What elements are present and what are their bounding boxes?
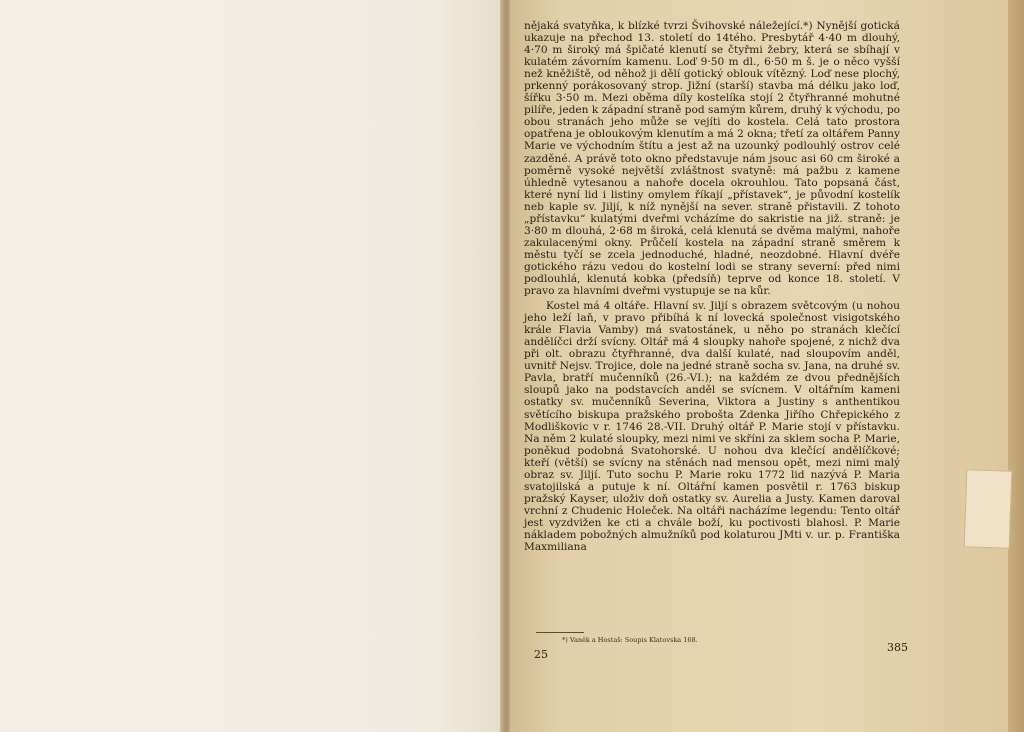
footnote-rule xyxy=(536,632,584,633)
paper-tab xyxy=(964,469,1013,549)
signature-number: 25 xyxy=(534,648,548,661)
footnote: *) Vaněk a Hostaš: Soupis Klatovska 168. xyxy=(562,636,698,644)
page-number: 385 xyxy=(887,641,908,654)
body-text xyxy=(524,20,900,553)
left-page-blank xyxy=(0,0,505,732)
paragraph-2: Kostel má 4 oltáře. Hlavní sv. Jiljí s obrazem světcovým (u nohou jeho leží laň, v pravo přibíhá k ní lovecká společnost visigotského krále Flavia Vamby) má svatostánek, u něho po stranách klečící andělíčci drží svícny. Oltář má 4 sloupky nahoře spojené, z nichž dva při olt. obrazu čtyřhranné, dva další kulaté, nad sloupovím anděl, uvnitř Nejsv. Trojice, dole na jedné straně socha sv. Jana, na druhé sv. Pavla, bratří mučenníků (26.-VI.); na každém ze dvou přednějších sloupů jako na podstavcích anděl se svícnem. V oltářním kameni ostatky sv. mučenníků Severina, Viktora a Justiny s anthentikou světícího biskupa pražského proboštа Zdenka Jiřího Chřepického z Modliškovic v r. 1746 28.-VII. Druhý oltář P. Marie stojí v přístavku. Na něm 2 kulaté sloupky, mezi nimi ve skříni za sklem socha P. Marie, poněkud podobná Svatohorské. U nohou dva klečící andělíčkové; kteří (větší) se svícny na stěnách nad mensou opět, mezi nimi malý obraz sv. Jiljí. Tuto sochu P. Marie roku 1772 lid nazývá P. Maria svatojilská a putuje k ní. Oltářní kamen posvětil r. 1763 biskup pražský Kayser, uloživ doň ostatky sv. Aurelia a Justy. Kamen daroval vrchní z Chudenic Holeček. Na oltáři nacházíme legendu: Tento oltář jest vyzdvižen ke cti a chvále boží, ku poctivosti blahosl. P. Marie nákladem pobožných almužníků pod kolaturou JMti v. ur. p. Františka Maxmiliana xyxy=(524,300,900,554)
page-edge xyxy=(1008,0,1024,732)
paragraph-1: nějaká svatyňka, k blízké tvrzi Švihovské náležející.*) Nynější gotická ukazuje na přechod 13. století do 14tého. Presbytář 4·40 m dlouhý, 4·70 m široký má špičaté klenutí se čtyřmi žebry, která se sbíhají v kulatém závorním kamenu. Loď 9·50 m dl., 6·50 m š. je o něco vyšší než kněžiště, od něhož ji dělí gotický oblouk vítězný. Loď nese plochý, prkenný porákosovaný strop. Jižní (starší) stavba má délku jako loď, šířku 3·50 m. Mezi oběma díly kostelíka stojí 2 čtyřhranné mohutné pilíře, jeden k západní straně pod samým kůrem, druhý k východu, po obou stranách jeho může se vejíti do kostela. Celá tato prostora opatřena je obloukovým klenutím a má 2 okna; třetí za oltářem Panny Marie ve východním štítu a jest až na uzounký podlouhlý ostrov celé zazděné. A právě toto okno představuje nám jsouc asi 60 cm široké a poměrně vysoké největší zvláštnost svatyně: má pažbu z kamene úhledně vytesanou a nahoře docela okrouhlou. Tato popsaná část, které nyní lid i listiny omylem říkají „přístavek“, je původní kostelík neb kaple sv. Jiljí, k níž nynější na sever. straně přistavili. Z tohoto „přístavku“ kulatými dveřmi vcházíme do sakristie na již. straně: je 3·80 m dlouhá, 2·68 m široká, celá klenutá se dvěma malými, nahoře zakulacenými okny. Průčelí kostela na západní straně směrem k městu tyčí se zcela jednoduché, hladné, neozdobné. Hlavní dvéře gotického rázu vedou do kostelní lodi se strany severní: před nimi podlouhlá, klenutá kobka (předsíň) teprve od konce 18. století. V pravo za hlavními dveřmi vystupuje se na kůr. xyxy=(524,20,900,298)
